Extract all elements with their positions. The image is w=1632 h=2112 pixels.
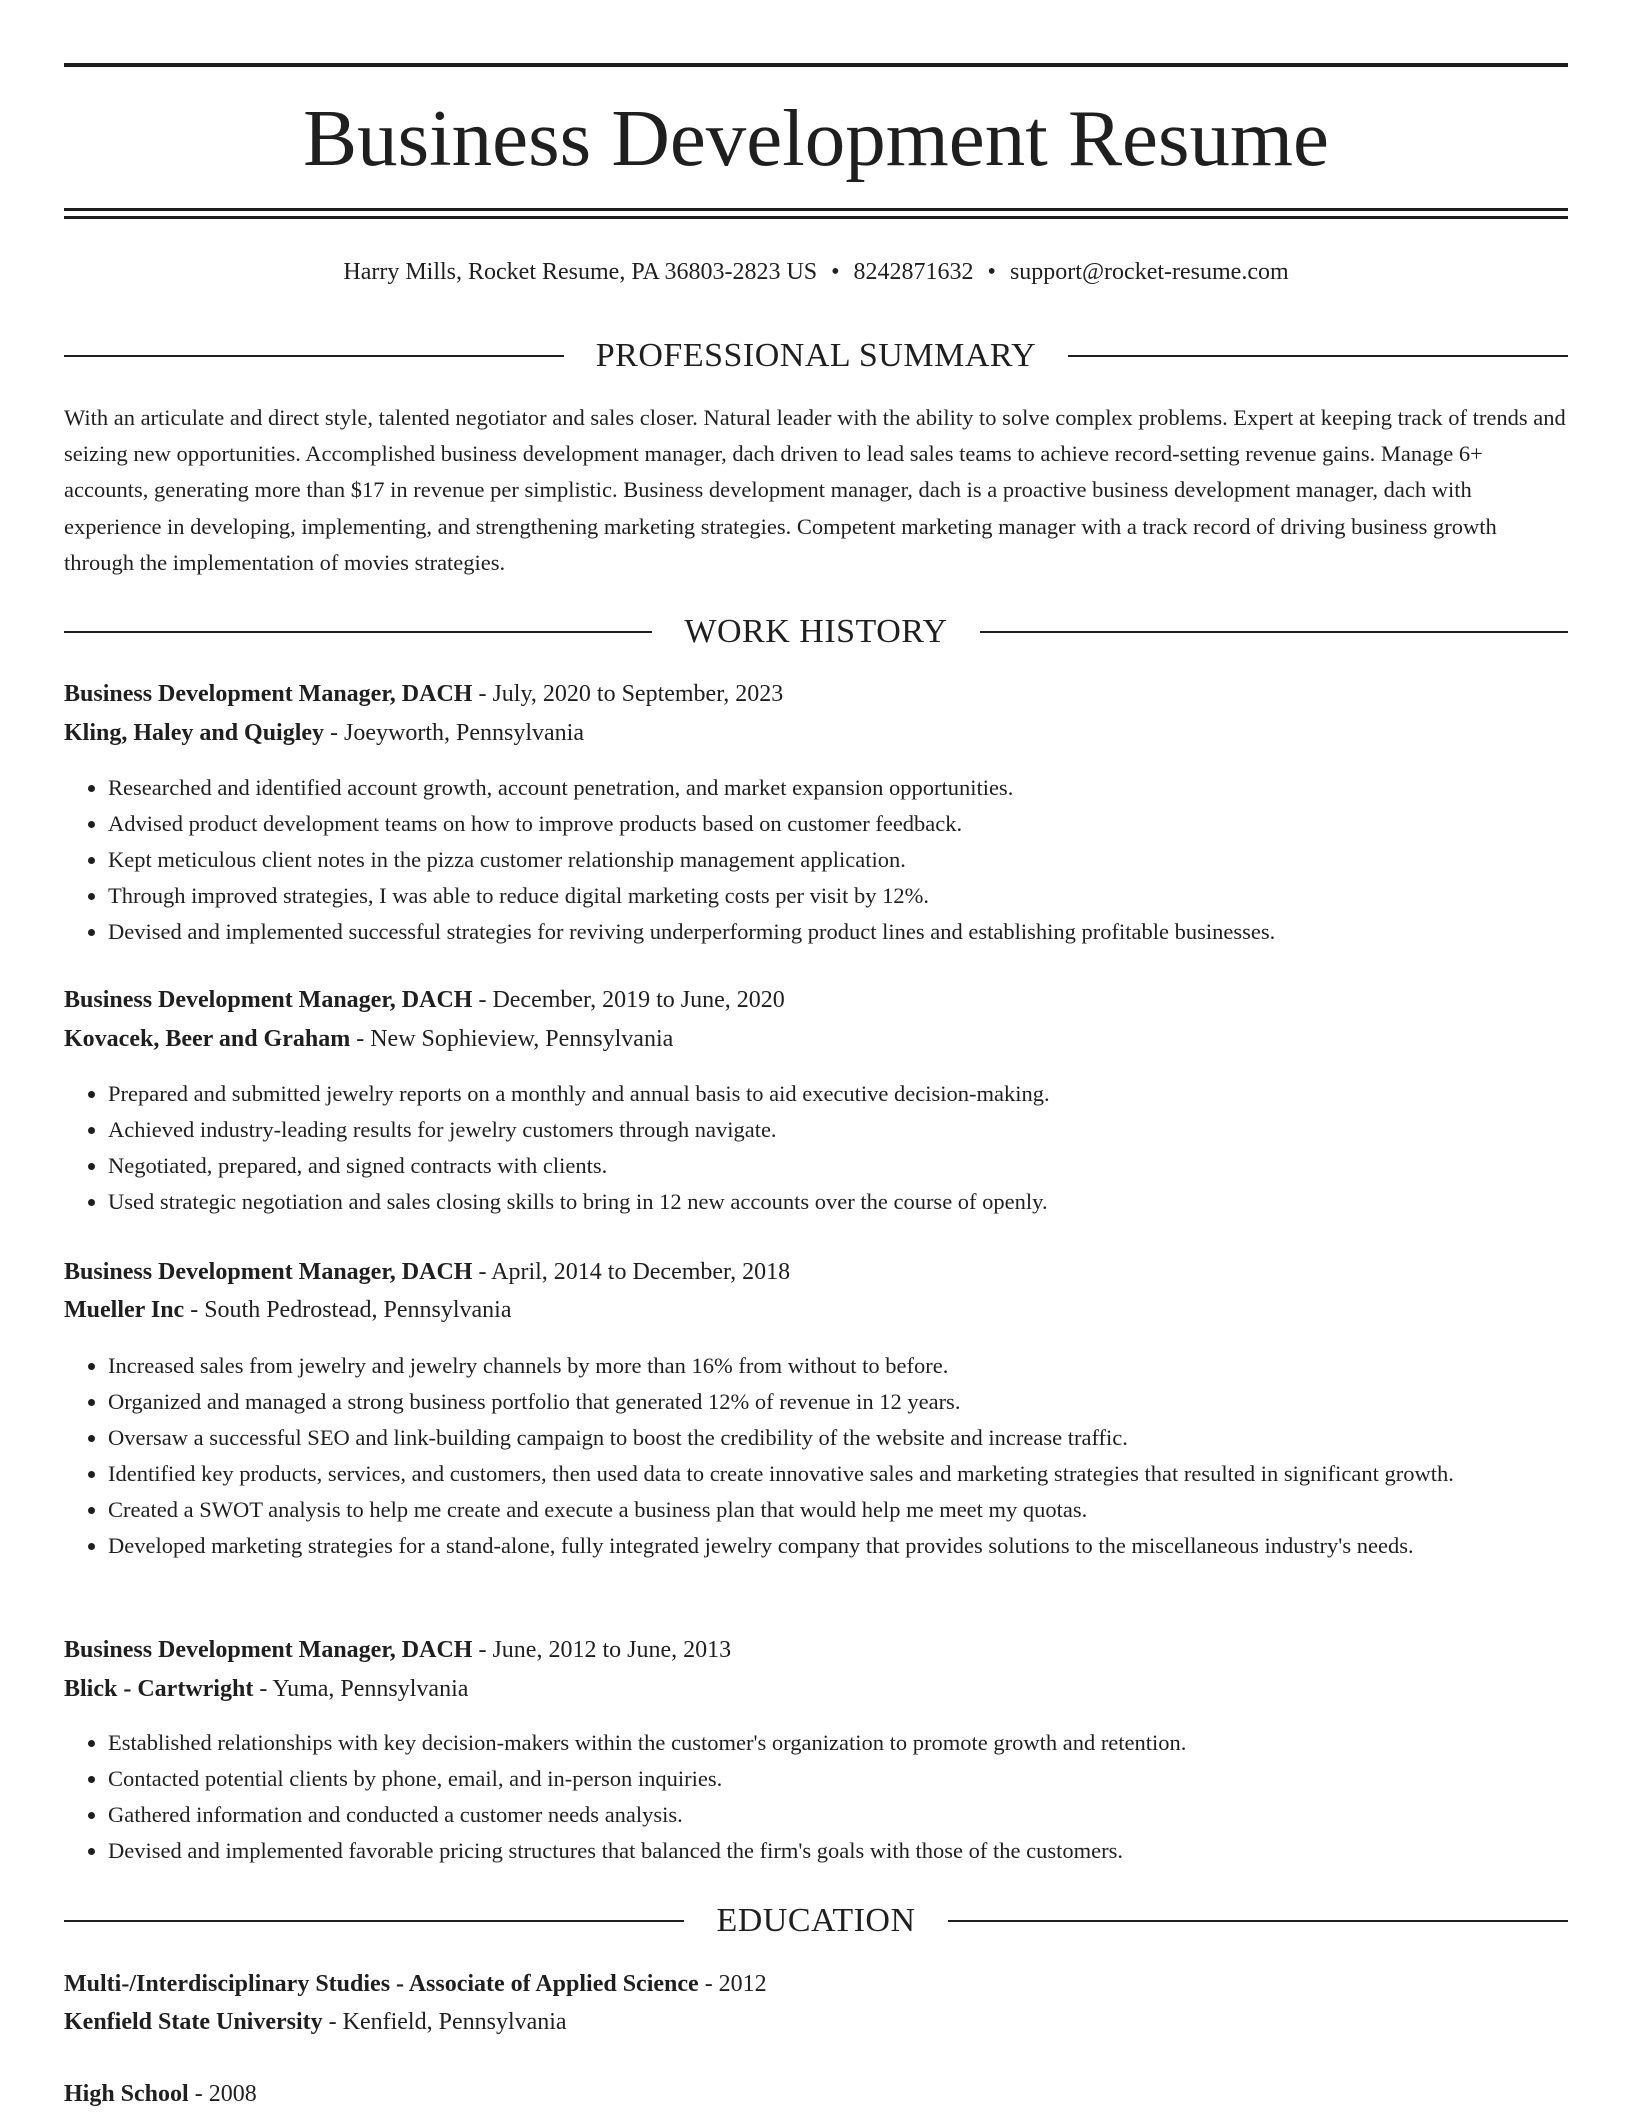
job-company-line xyxy=(64,1671,1568,1707)
section-rule xyxy=(980,631,1568,633)
education-degree: High School xyxy=(64,2081,189,2107)
job-dates: - June, 2012 to June, 2013 xyxy=(472,1637,732,1663)
list-item: • Created a SWOT analysis to help me create and execute a business plan that would help me meet my quotas. xyxy=(108,1492,1568,1528)
list-item: • Developed marketing strategies for a stand-alone, fully integrated jewelry company that provides solutions to the miscellaneous industry's needs. xyxy=(108,1528,1568,1564)
job-bullets xyxy=(64,1348,1568,1564)
education-school: Kenfield State University xyxy=(64,2009,323,2035)
job-location: - Yuma, Pennsylvania xyxy=(253,1676,469,1702)
job-title: Business Development Manager, DACH xyxy=(64,987,473,1013)
section-rule xyxy=(1068,355,1568,357)
list-item: • Identified key products, services, and customers, then used data to create innovative sales and marketing strategies that resulted in significant growth. xyxy=(108,1456,1568,1492)
job-company: Kovacek, Beer and Graham xyxy=(64,1026,351,1052)
job-dates: - December, 2019 to June, 2020 xyxy=(472,987,785,1013)
job-company-line xyxy=(64,715,1568,751)
education-degree-line xyxy=(64,1966,1568,2002)
list-item: • Advised product development teams on how to improve products based on customer feedback. xyxy=(108,806,1568,842)
education-year: - 2012 xyxy=(698,1971,767,1997)
section-title: WORK HISTORY xyxy=(684,613,948,650)
section-title: EDUCATION xyxy=(716,1902,916,1939)
list-item: • Achieved industry-leading results for jewelry customers through navigate. xyxy=(108,1112,1568,1148)
job-company: Mueller Inc xyxy=(64,1297,185,1323)
contact-separator: • xyxy=(987,259,996,285)
education-degree-line xyxy=(64,2076,1568,2112)
job-title-line xyxy=(64,982,1568,1018)
list-item: • Through improved strategies, I was able to reduce digital marketing costs per visit by 12%. xyxy=(108,878,1568,914)
education-school-line xyxy=(64,2004,1568,2040)
list-item: • Devised and implemented successful strategies for reviving underperforming product lines and establishing profitable businesses. xyxy=(108,914,1568,950)
contact-line xyxy=(64,254,1568,290)
section-rule xyxy=(64,1920,684,1922)
list-item: • Prepared and submitted jewelry reports on a monthly and annual basis to aid executive decision-making. xyxy=(108,1076,1568,1112)
contact-address: Harry Mills, Rocket Resume, PA 36803-2823 US xyxy=(343,259,818,285)
section-heading-work-history xyxy=(64,610,1568,654)
summary-paragraph: With an articulate and direct style, talented negotiator and sales closer. Natural leader with the ability to solve complex problems. Expert at keeping track of trends and seizing new opportunities. Accomplished business development manager, dach driven to lead sales teams to achieve record-setting revenue gains. Manage 6+ accounts, generating more than $17 in revenue per simplistic. Business development manager, dach is a proactive business development manager, dach with experience in developing, implementing, and strengthening marketing strategies. Competent marketing manager with a track record of driving business growth through the implementation of movies strategies. xyxy=(64,405,1566,575)
section-title: PROFESSIONAL SUMMARY xyxy=(595,337,1037,374)
job-title: Business Development Manager, DACH xyxy=(64,681,473,707)
list-item: • Established relationships with key decision-makers within the customer's organization to promote growth and retention. xyxy=(108,1725,1568,1761)
education-degree: Multi-/Interdisciplinary Studies - Associate of Applied Science xyxy=(64,1971,699,1997)
section-heading-summary xyxy=(64,334,1568,378)
job-location: - New Sophieview, Pennsylvania xyxy=(350,1026,674,1052)
list-item: • Contacted potential clients by phone, email, and in-person inquiries. xyxy=(108,1761,1568,1797)
job-title-line xyxy=(64,1254,1568,1290)
list-item: • Kept meticulous client notes in the pizza customer relationship management application. xyxy=(108,842,1568,878)
section-rule xyxy=(64,355,564,357)
job-location: - South Pedrostead, Pennsylvania xyxy=(184,1297,512,1323)
job-dates: - July, 2020 to September, 2023 xyxy=(472,681,784,707)
contact-email: support@rocket-resume.com xyxy=(1009,259,1289,285)
job-company-line xyxy=(64,1021,1568,1057)
job-company: Kling, Haley and Quigley xyxy=(64,720,325,746)
job-company-line xyxy=(64,1292,1568,1328)
contact-separator: • xyxy=(831,259,840,285)
education-year: - 2008 xyxy=(188,2081,257,2107)
list-item: • Negotiated, prepared, and signed contracts with clients. xyxy=(108,1148,1568,1184)
job-bullets xyxy=(64,770,1568,950)
section-rule xyxy=(64,631,652,633)
list-item: • Organized and managed a strong business portfolio that generated 12% of revenue in 12 years. xyxy=(108,1384,1568,1420)
education-location: - Kenfield, Pennsylvania xyxy=(322,2009,567,2035)
document-title: Business Development Resume xyxy=(303,93,1329,183)
job-bullets xyxy=(64,1076,1568,1220)
job-company: Blick - Cartwright xyxy=(64,1676,254,1702)
section-rule xyxy=(948,1920,1568,1922)
title-rule-lower xyxy=(64,216,1568,219)
list-item: • Researched and identified account growth, account penetration, and market expansion opportunities. xyxy=(108,770,1568,806)
job-bullets xyxy=(64,1725,1568,1869)
job-dates: - April, 2014 to December, 2018 xyxy=(472,1259,791,1285)
job-title: Business Development Manager, DACH xyxy=(64,1259,473,1285)
job-title-line xyxy=(64,1632,1568,1668)
list-item: • Oversaw a successful SEO and link-building campaign to boost the credibility of the website and increase traffic. xyxy=(108,1420,1568,1456)
contact-phone: 8242871632 xyxy=(853,259,974,285)
section-heading-education xyxy=(64,1899,1568,1943)
job-location: - Joeyworth, Pennsylvania xyxy=(324,720,585,746)
list-item: • Increased sales from jewelry and jewelry channels by more than 16% from without to before. xyxy=(108,1348,1568,1384)
list-item: • Devised and implemented favorable pricing structures that balanced the firm's goals with those of the customers. xyxy=(108,1833,1568,1869)
top-rule xyxy=(64,63,1568,67)
list-item: • Gathered information and conducted a customer needs analysis. xyxy=(108,1797,1568,1833)
job-title: Business Development Manager, DACH xyxy=(64,1637,473,1663)
job-title-line xyxy=(64,676,1568,712)
title-rule-upper xyxy=(64,208,1568,211)
list-item: • Used strategic negotiation and sales closing skills to bring in 12 new accounts over the course of openly. xyxy=(108,1184,1568,1220)
